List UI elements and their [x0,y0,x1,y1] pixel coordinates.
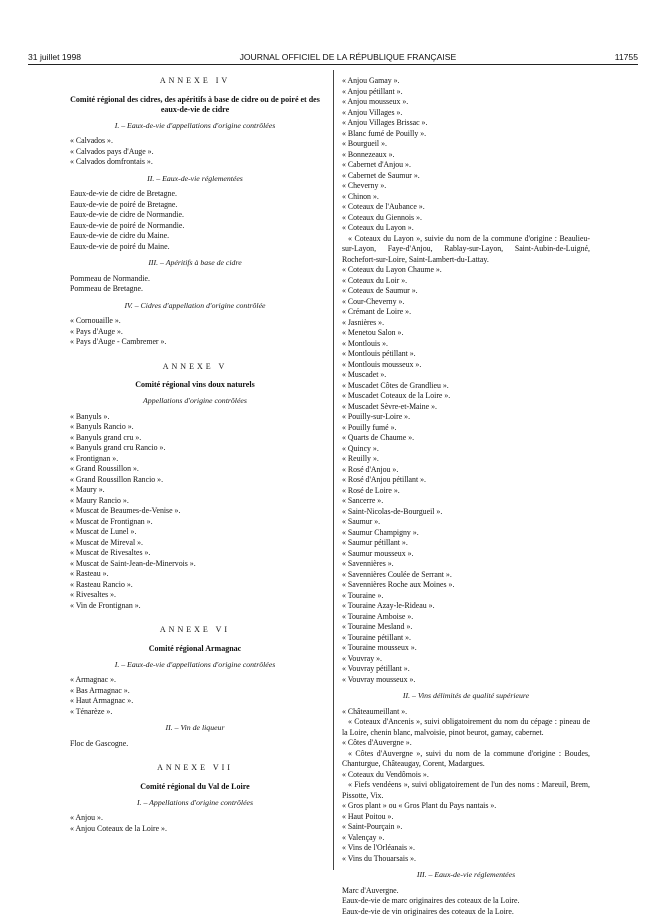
item-list [70,813,320,834]
section-heading: II. – Eaux-de-vie réglementées [70,174,320,185]
list-item: « Anjou Coteaux de la Loire ». [70,824,320,835]
list-item: « Saumur ». [342,517,590,528]
list-item: « Frontignan ». [70,454,320,465]
list-item: « Chinon ». [342,192,590,203]
list-item: « Valençay ». [342,833,590,844]
list-item: « Maury Rancio ». [70,496,320,507]
section-heading: II. – Vin de liqueur [70,723,320,734]
annex-title: ANNEXE V [70,362,320,373]
list-item: « Sancerre ». [342,496,590,507]
list-item: « Pays d'Auge ». [70,327,320,338]
list-item: « Coteaux de l'Aubance ». [342,202,590,213]
list-item: « Armagnac ». [70,675,320,686]
item-list [342,265,590,685]
list-item: « Haut Poitou ». [342,812,590,823]
list-item: « Muscat de Rivesaltes ». [70,548,320,559]
list-item: « Pays d'Auge - Cambremer ». [70,337,320,348]
section-heading: III. – Apéritifs à base de cidre [70,258,320,269]
list-item: « Châteaumeillant ». [342,707,590,718]
list-item: « Coteaux du Loir ». [342,276,590,287]
list-item: « Montlouis mousseux ». [342,360,590,371]
annex-title: ANNEXE VI [70,625,320,636]
list-item: « Muscat de Mireval ». [70,538,320,549]
item-list [70,412,320,612]
list-item: « Coteaux du Layon Chaume ». [342,265,590,276]
list-item: « Saint-Nicolas-de-Bourgueil ». [342,507,590,518]
list-item: « Saumur mousseux ». [342,549,590,560]
section-heading: I. – Eaux-de-vie d'appellations d'origine contrôlées [70,121,320,132]
list-item: « Touraine Mesland ». [342,622,590,633]
committee-name: Comité régional des cidres, des apéritifs à base de cidre ou de poiré et des eaux-de-vie de cidre [70,95,320,115]
list-item: « Banyuls grand cru Rancio ». [70,443,320,454]
list-item: « Rosé d'Anjou ». [342,465,590,476]
page-header [28,52,638,62]
list-item: « Blanc fumé de Pouilly ». [342,129,590,140]
list-item: « Cour-Cheverny ». [342,297,590,308]
list-item: « Anjou Villages Brissac ». [342,118,590,129]
list-item: « Côtes d'Auvergne ». [342,738,590,749]
list-item: « Banyuls grand cru ». [70,433,320,444]
list-item: « Savennières Roche aux Moines ». [342,580,590,591]
list-item: « Ténarèze ». [70,707,320,718]
item-list [70,274,320,295]
list-item: « Saumur pétillant ». [342,538,590,549]
item-list [342,76,590,234]
list-item: « Menetou Salon ». [342,328,590,339]
list-item: Eaux-de-vie de cidre de Normandie. [70,210,320,221]
list-item: « Muscadet ». [342,370,590,381]
list-item: « Reuilly ». [342,454,590,465]
list-item: Eaux-de-vie de poiré de Bretagne. [70,200,320,211]
committee-name: Comité régional Armagnac [70,644,320,654]
list-item: « Vins du Thouarsais ». [342,854,590,865]
list-item: Eaux-de-vie de cidre du Maine. [70,231,320,242]
list-item: Marc d'Auvergne. [342,886,590,897]
section-heading: III. – Eaux-de-vie réglementées [342,870,590,881]
header-page-number: 11755 [615,52,638,62]
list-item: « Quincy ». [342,444,590,455]
paragraph: « Coteaux du Layon », suivie du nom de la commune d'origine : Beaulieu-sur-Layon, Faye-d'Anjou, Rablay-sur-Layon, Saint-Aubin-de-Luigné, Rochefort-sur-Loire, Saint-Lambert-du-Lattay. [342,234,590,266]
list-item: Eaux-de-vie de cidre de Bretagne. [70,189,320,200]
list-item: « Grand Roussillon ». [70,464,320,475]
list-item: « Vouvray mousseux ». [342,675,590,686]
list-item: « Vouvray ». [342,654,590,665]
list-item: « Anjou Villages ». [342,108,590,119]
item-list [342,886,590,917]
item-list [70,136,320,168]
list-item: « Gros plant » ou « Gros Plant du Pays nantais ». [342,801,590,812]
annex-title: ANNEXE IV [70,76,320,87]
paragraph: « Côtes d'Auvergne », suivi du nom de la commune d'origine : Boudes, Chanturgue, Châteaugay, Corent, Madargues. [342,749,590,770]
list-item: « Cornouaille ». [70,316,320,327]
section-heading: Appellations d'origine contrôlées [70,396,320,407]
annex-title: ANNEXE VII [70,763,320,774]
list-item: « Rivesaltes ». [70,590,320,601]
list-item: « Vin de Frontignan ». [70,601,320,612]
list-item: « Pouilly-sur-Loire ». [342,412,590,423]
paragraph: « Coteaux d'Ancenis », suivi obligatoirement du nom du cépage : pineau de la Loire, chenin blanc, malvoisie, pinot beurot, gamay, cabernet. [342,717,590,738]
list-item: « Montlouis pétillant ». [342,349,590,360]
item-list [70,316,320,348]
list-item: « Coteaux de Saumur ». [342,286,590,297]
list-item: « Quarts de Chaume ». [342,433,590,444]
list-item: « Anjou pétillant ». [342,87,590,98]
list-item: « Muscat de Lunel ». [70,527,320,538]
list-item: « Savennières ». [342,559,590,570]
item-list [342,801,590,864]
list-item: « Muscadet Côtes de Grandlieu ». [342,381,590,392]
list-item: « Vins de l'Orléanais ». [342,843,590,854]
list-item: « Cheverny ». [342,181,590,192]
list-item: « Maury ». [70,485,320,496]
list-item: « Muscat de Saint-Jean-de-Minervois ». [70,559,320,570]
right-column [342,76,590,917]
list-item: « Calvados pays d'Auge ». [70,147,320,158]
list-item: « Haut Armagnac ». [70,696,320,707]
list-item: « Rasteau Rancio ». [70,580,320,591]
header-rule [28,64,638,65]
list-item: « Touraine mousseux ». [342,643,590,654]
list-item: « Touraine Azay-le-Rideau ». [342,601,590,612]
list-item: « Touraine ». [342,591,590,602]
list-item: Pommeau de Normandie. [70,274,320,285]
list-item: « Cabernet de Saumur ». [342,171,590,182]
left-column [70,76,320,834]
section-heading: IV. – Cidres d'appellation d'origine contrôlée [70,301,320,312]
header-date: 31 juillet 1998 [28,52,81,62]
list-item: « Coteaux du Layon ». [342,223,590,234]
list-item: « Anjou mousseux ». [342,97,590,108]
header-title: JOURNAL OFFICIEL DE LA RÉPUBLIQUE FRANÇAISE [240,52,457,62]
column-divider [333,70,334,870]
list-item: « Muscat de Frontignan ». [70,517,320,528]
section-heading: II. – Vins délimités de qualité supérieure [342,691,590,702]
list-item: « Banyuls ». [70,412,320,423]
list-item: « Rosé de Loire ». [342,486,590,497]
list-item: « Banyuls Rancio ». [70,422,320,433]
list-item: « Cabernet d'Anjou ». [342,160,590,171]
committee-name: Comité régional du Val de Loire [70,782,320,792]
list-item: Pommeau de Bretagne. [70,284,320,295]
list-item: Floc de Gascogne. [70,739,320,750]
list-item: « Saumur Champigny ». [342,528,590,539]
list-item: « Anjou ». [70,813,320,824]
list-item: « Calvados ». [70,136,320,147]
list-item: « Crémant de Loire ». [342,307,590,318]
list-item: « Muscadet Coteaux de la Loire ». [342,391,590,402]
list-item: Eaux-de-vie de vin originaires des coteaux de la Loire. [342,907,590,917]
list-item: « Savennières Coulée de Serrant ». [342,570,590,581]
list-item: Eaux-de-vie de poiré de Normandie. [70,221,320,232]
list-item: « Bonnezeaux ». [342,150,590,161]
item-list [70,739,320,750]
list-item: « Calvados domfrontais ». [70,157,320,168]
list-item: « Coteaux du Vendômois ». [342,770,590,781]
list-item: « Anjou Gamay ». [342,76,590,87]
list-item: « Coteaux du Giennois ». [342,213,590,224]
list-item: « Bourgueil ». [342,139,590,150]
section-heading: I. – Appellations d'origine contrôlées [70,798,320,809]
paragraph: « Fiefs vendéens », suivi obligatoirement de l'un des noms : Mareuil, Brem, Pissotte, Vix. [342,780,590,801]
item-list [70,189,320,252]
list-item: « Rasteau ». [70,569,320,580]
list-item: « Grand Roussillon Rancio ». [70,475,320,486]
section-heading: I. – Eaux-de-vie d'appellations d'origine contrôlées [70,660,320,671]
list-item: « Jasnières ». [342,318,590,329]
list-item: Eaux-de-vie de poiré du Maine. [70,242,320,253]
list-item: « Touraine pétillant ». [342,633,590,644]
list-item: « Montlouis ». [342,339,590,350]
item-list [70,675,320,717]
list-item: « Muscadet Sèvre-et-Maine ». [342,402,590,413]
list-item: « Pouilly fumé ». [342,423,590,434]
list-item: « Rosé d'Anjou pétillant ». [342,475,590,486]
list-item: « Bas Armagnac ». [70,686,320,697]
list-item: « Saint-Pourçain ». [342,822,590,833]
committee-name: Comité régional vins doux naturels [70,380,320,390]
list-item: « Touraine Amboise ». [342,612,590,623]
list-item: « Muscat de Beaumes-de-Venise ». [70,506,320,517]
list-item: « Vouvray pétillant ». [342,664,590,675]
list-item: Eaux-de-vie de marc originaires des coteaux de la Loire. [342,896,590,907]
